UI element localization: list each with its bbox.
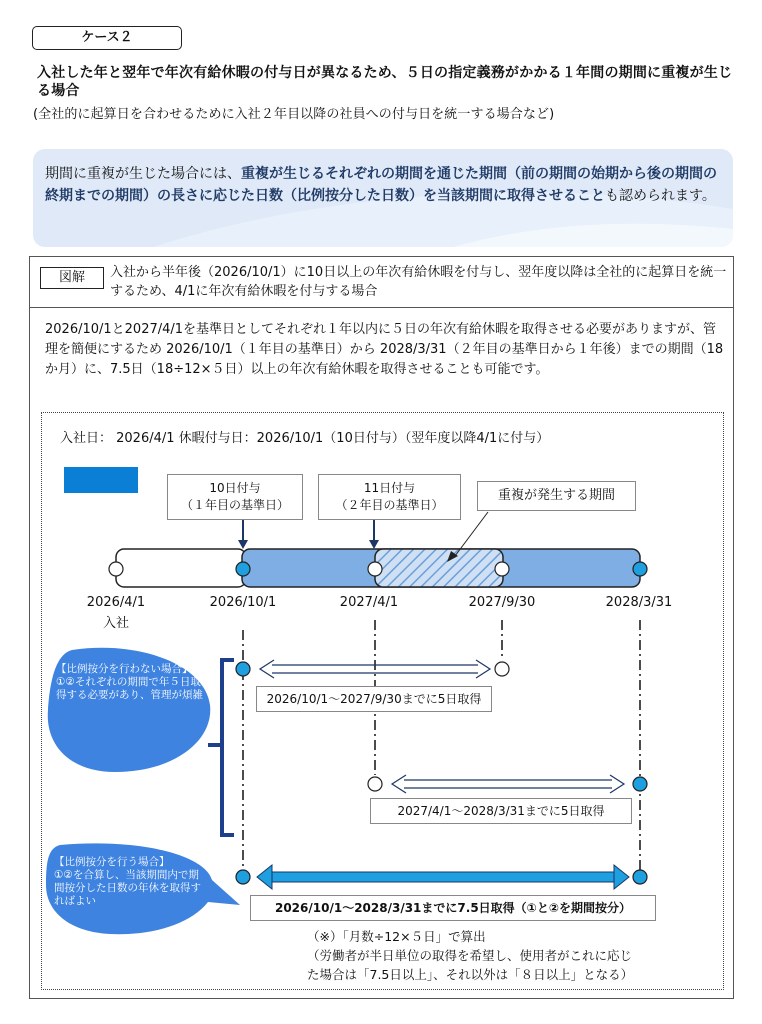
entry-info: 入社日： 2026/4/1 休暇付与日：2026/10/1（10日付与）（翌年度以降4/1に付与） xyxy=(60,431,550,446)
node-2026-4-1 xyxy=(109,562,123,576)
node-2028-3-31 xyxy=(633,562,647,576)
no-proration-bracket xyxy=(222,660,234,835)
grant1-basis: （１年目の基準日） xyxy=(180,498,289,512)
grant1-days: 10日付与 xyxy=(209,481,261,495)
date-2026-4-1: 2026/4/1 xyxy=(86,595,146,610)
node-2027-9-30 xyxy=(495,562,509,576)
grant2-days: 11日付与 xyxy=(363,481,416,495)
combined-label: 2026/10/1～2028/3/31までに7.5日取得（①と②を期間按分） xyxy=(250,895,656,921)
date-2027-9-30: 2027/9/30 xyxy=(468,595,536,610)
date-2027-4-1: 2027/4/1 xyxy=(339,595,399,610)
no-proration-text xyxy=(56,663,206,702)
pre-grant-segment xyxy=(116,549,246,587)
grant2-arrow-icon xyxy=(369,540,379,549)
grant2-label xyxy=(318,474,461,520)
period2-label: 2027/4/1～2028/3/31までに5日取得 xyxy=(370,798,632,824)
grant1-label xyxy=(167,474,303,520)
grant1-arrow-icon xyxy=(238,540,248,549)
highlight-part-2: 重複が生じるそれぞれの期間を通じた期間（前の期間の始期から後の期間の終期までの期間）の長さに応じた日数（比例按分した日数）を当該期間に取得させること xyxy=(45,166,717,204)
note-3: た場合は「7.5日以上」、それ以外は「８日以上」となる） xyxy=(307,967,634,982)
date-2028-3-31: 2028/3/31 xyxy=(605,595,673,610)
zukai-label: 図解 xyxy=(40,267,104,289)
subtitle: (全社的に起算日を合わせるために入社２年目以降の社員への付与日を統一する場合など) xyxy=(33,107,555,122)
proration-text xyxy=(54,856,209,908)
highlight-part-3: も認められます。 xyxy=(605,188,716,204)
combined-arrow-icon xyxy=(257,865,629,889)
proration-title: 【比例按分を行う場合】 xyxy=(54,856,170,868)
period1-label: 2026/10/1～2027/9/30までに5日取得 xyxy=(256,686,492,712)
note-2: （労働者が半日単位の取得を希望し、使用者がこれに応じ xyxy=(307,948,633,963)
no-proration-title: 【比例按分を行わない場合】 xyxy=(56,663,193,675)
proration-body: ①②を合算し、当該期間内で期間按分した日数の年休を取得すればよい xyxy=(54,869,201,907)
node-2027-4-1 xyxy=(368,562,382,576)
page-title: 入社した年と翌年で年次有給休暇の付与日が異なるため、５日の指定義務がかかる１年間の期間に重複が生じる場合 xyxy=(37,65,733,99)
no-proration-body: ①②それぞれの期間で年５日取得する必要があり、管理が煩雑 xyxy=(56,676,203,701)
highlight-part-1: 期間に重複が生じた場合には、 xyxy=(45,166,241,182)
explanation-text: 2026/10/1と2027/4/1を基準日としてそれぞれ１年以内に５日の年次有給休暇を取得させる必要がありますが、管理を簡便にするため 2026/10/1（１年目の基準日）から 2028/3/31（２年目の基準日から１年後）までの期間（18か月）に、7.5日（18÷12×５日）以上の年次有給休暇を取得させることも可能です。 xyxy=(45,322,724,377)
date-2026-10-1: 2026/10/1 xyxy=(209,595,277,610)
notes xyxy=(307,927,633,984)
scenario-text: 入社から半年後（2026/10/1）に10日以上の年次有給休暇を付与し、翌年度以降は全社的に起算日を統一するため、4/1に年次有給休暇を付与する場合 xyxy=(110,265,727,299)
period2-arrow-icon xyxy=(392,775,624,793)
grant2-basis: （２年目の基準日） xyxy=(335,498,444,512)
note-1: （※）「月数÷12×５日」で算出 xyxy=(307,929,486,944)
overlap-label: 重複が発生する期間 xyxy=(477,481,636,511)
node-2026-10-1 xyxy=(236,562,250,576)
overlap-segment xyxy=(375,549,503,587)
date-entry-label: 入社 xyxy=(102,616,129,631)
case-label: ケース２ xyxy=(32,26,182,50)
